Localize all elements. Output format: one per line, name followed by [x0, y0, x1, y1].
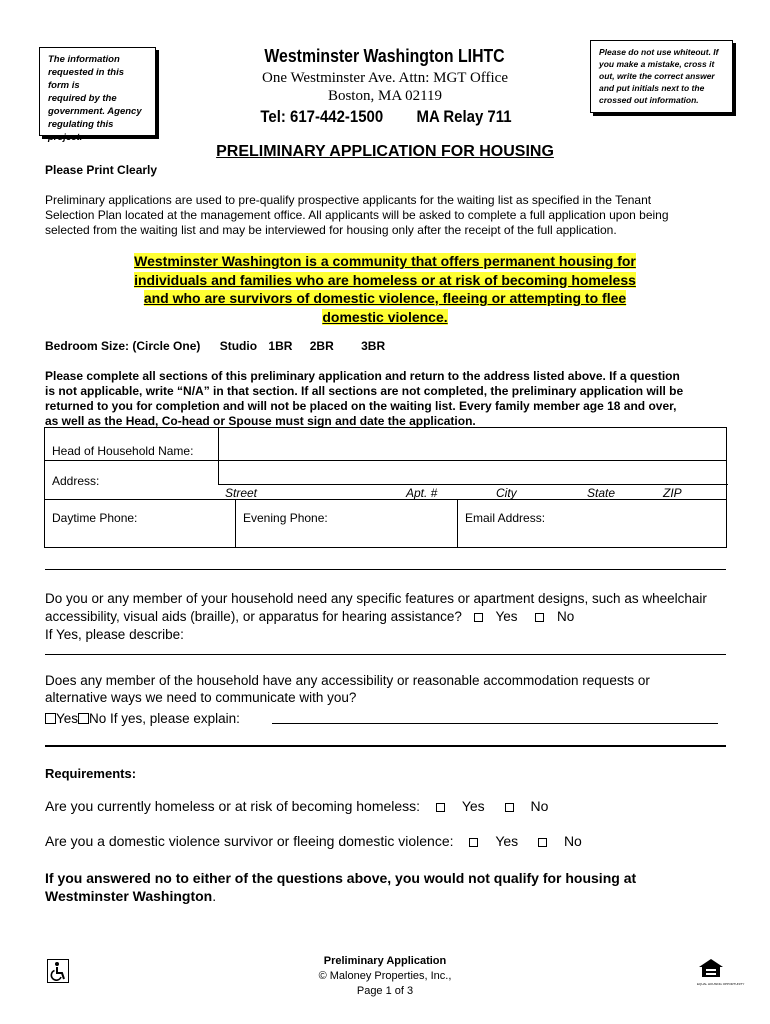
address-label: Address: — [52, 474, 100, 488]
page-footer — [0, 954, 770, 999]
head-of-household-field[interactable] — [218, 428, 728, 460]
address-field[interactable] — [218, 460, 728, 485]
q1-no-checkbox[interactable] — [535, 613, 544, 622]
applicant-info-form — [44, 427, 727, 548]
org-address-line1: One Westminster Ave. Attn: MGT Office — [262, 70, 508, 86]
notice-line: The information — [48, 54, 120, 65]
homeless-no-checkbox[interactable] — [505, 803, 514, 812]
q2-yes-checkbox[interactable] — [45, 713, 56, 724]
org-address-line2: Boston, MA 02119 — [327, 88, 443, 104]
q1-describe-line[interactable] — [45, 654, 726, 655]
intro-line: Preliminary applications are used to pre-qualify prospective applicants for the waiting list as specified in the Tenant — [45, 193, 652, 207]
q2-explain-line[interactable] — [272, 723, 718, 724]
homeless-question-row — [45, 798, 548, 814]
instructions-line: as well as the Head, Co-head or Spouse must sign and date the application. — [45, 414, 476, 428]
org-relay: MA Relay 711 — [416, 107, 512, 126]
q2-answer-row — [45, 711, 240, 726]
notice-line: project. — [48, 132, 83, 143]
dv-no-label: No — [563, 833, 582, 849]
q2-no-label: No If yes, please explain: — [89, 711, 240, 726]
state-sublabel: State — [587, 486, 616, 500]
street-sublabel: Street — [225, 486, 258, 500]
dv-yes-label: Yes — [495, 833, 519, 849]
accommodation-question — [45, 672, 650, 706]
statement-line: individuals and families who are homeless or at risk of becoming homeless — [134, 271, 636, 288]
instructions-line: returned to you for completion and will not be placed on the waiting list. Every family member age 18 and over, — [45, 399, 677, 413]
footer-copyright: © Maloney Properties, Inc., — [318, 970, 452, 982]
whiteout-notice-box — [590, 40, 733, 113]
accessibility-features-question — [45, 590, 707, 644]
dv-question: Are you a domestic violence survivor or fleeing domestic violence: — [45, 833, 454, 849]
org-name: Westminster Washington LIHTC — [264, 46, 506, 66]
bedroom-option-studio[interactable]: Studio — [219, 339, 258, 353]
equal-housing-icon — [697, 958, 745, 986]
dv-question-row — [45, 833, 582, 849]
intro-paragraph — [45, 193, 669, 238]
email-label: Email Address: — [465, 511, 546, 525]
notice-line: requested in this form is — [48, 67, 125, 91]
notice-line: government. Agency — [48, 106, 142, 117]
daytime-phone-label: Daytime Phone: — [52, 511, 138, 525]
notice-line: and put initials next to the — [599, 83, 705, 93]
bedroom-size-label: Bedroom Size: (Circle One) — [45, 339, 201, 353]
zip-sublabel: ZIP — [663, 486, 682, 500]
q1-yes-label: Yes — [495, 609, 518, 624]
org-phone: Tel: 617-442-1500 — [260, 107, 384, 126]
question-line: accessibility, visual aids (braille), or apparatus for hearing assistance? — [45, 609, 462, 624]
intro-line: Selection Plan located at the management office. All applicants will be asked to complete a full application upon being — [45, 208, 669, 222]
dv-no-checkbox[interactable] — [538, 838, 547, 847]
statement-line: domestic violence. — [322, 308, 448, 325]
section-divider — [45, 745, 726, 747]
qualification-warning: If you answered no to either of the questions above, you would not qualify for housing at Westminster Washington. — [45, 870, 637, 904]
instructions-line: is not applicable, write “N/A” in that section. If all sections are not completed, the preliminary application will be — [45, 384, 684, 398]
homeless-yes-label: Yes — [461, 798, 485, 814]
org-header — [180, 46, 590, 127]
homeless-question: Are you currently homeless or at risk of becoming homeless: — [45, 798, 421, 814]
notice-line: regulating this — [48, 119, 114, 130]
page-title: PRELIMINARY APPLICATION FOR HOUSING — [216, 143, 554, 160]
equal-housing-text: EQUAL HOUSING OPPORTUNITY — [697, 982, 745, 986]
dv-yes-checkbox[interactable] — [469, 838, 478, 847]
apt-sublabel: Apt. # — [406, 486, 438, 500]
q1-describe-label: If Yes, please describe: — [45, 627, 184, 642]
question-line: alternative ways we need to communicate with you? — [45, 690, 357, 705]
instructions-paragraph — [45, 369, 683, 429]
notice-line: Please do not use whiteout. If — [599, 47, 719, 57]
statement-line: Westminster Washington is a community that offers permanent housing for — [134, 253, 636, 269]
bedroom-option-3br[interactable]: 3BR — [361, 339, 386, 353]
homeless-no-label: No — [530, 798, 549, 814]
instructions-line: Please complete all sections of this preliminary application and return to the address listed above. If a question — [45, 369, 680, 383]
notice-line: you make a mistake, cross it — [599, 59, 715, 69]
notice-line: crossed out information. — [599, 95, 699, 105]
q2-no-checkbox[interactable] — [78, 713, 89, 724]
footer-title: Preliminary Application — [323, 955, 447, 967]
notice-line: out, write the correct answer — [599, 71, 715, 81]
community-statement — [60, 252, 710, 326]
bedroom-option-1br[interactable]: 1BR — [268, 339, 293, 353]
homeless-yes-checkbox[interactable] — [436, 803, 445, 812]
intro-line: selected from the waiting list and may be interviewed for housing only after the receipt of the full application. — [45, 223, 617, 237]
warning-line: Westminster Washington — [45, 888, 213, 904]
footer-page-number: Page 1 of 3 — [356, 985, 414, 997]
statement-line: and who are survivors of domestic violence, fleeing or attempting to flee — [143, 290, 627, 306]
question-line: Does any member of the household have any accessibility or reasonable accommodation requests or — [45, 673, 650, 688]
warning-line: If you answered no to either of the questions above, you would not qualify for housing at — [45, 870, 637, 886]
print-clearly-note: Please Print Clearly — [45, 163, 158, 177]
city-sublabel: City — [496, 486, 517, 500]
q1-no-label: No — [557, 609, 575, 624]
head-of-household-label: Head of Household Name: — [52, 444, 194, 458]
government-notice-box — [39, 47, 156, 143]
evening-phone-label: Evening Phone: — [243, 511, 328, 525]
question-line: Do you or any member of your household need any specific features or apartment designs, such as wheelchair — [45, 591, 707, 606]
divider — [45, 569, 726, 570]
requirements-heading: Requirements: — [45, 766, 137, 781]
q1-yes-checkbox[interactable] — [474, 613, 483, 622]
notice-line: required by the — [48, 93, 117, 104]
q2-yes-label: Yes — [56, 711, 79, 726]
bedroom-option-2br[interactable]: 2BR — [309, 339, 334, 353]
bedroom-size-row — [45, 339, 385, 354]
